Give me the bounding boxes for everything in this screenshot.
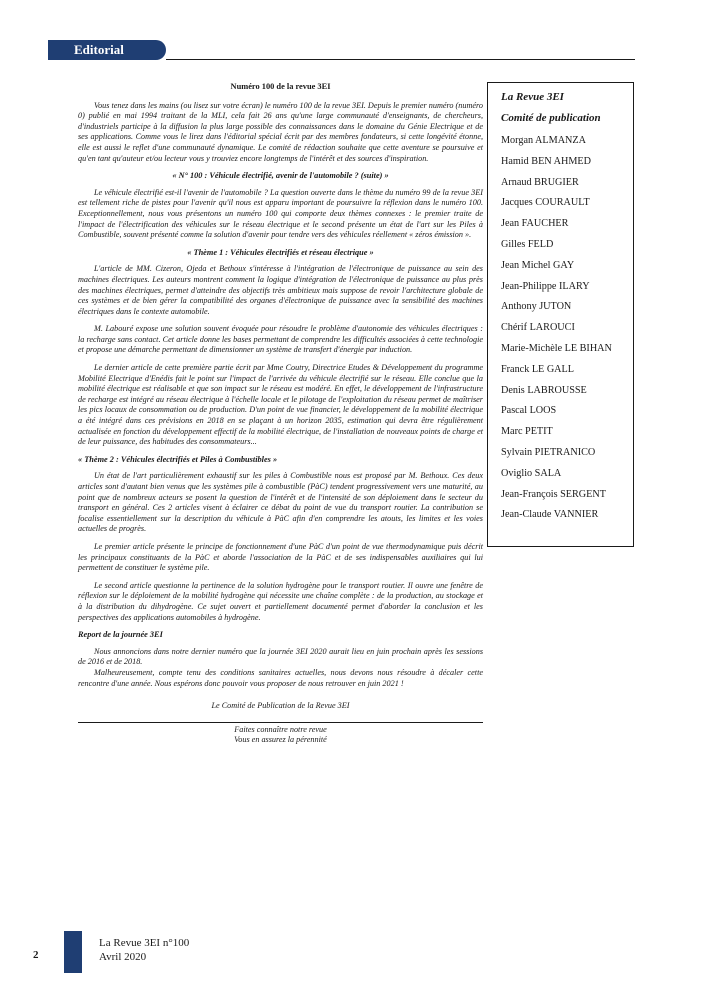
section-1-paragraph-1: Le véhicule électrifié est-il l'avenir de l'automobile ? La question ouverte dans le thème du numéro 99 de la revue 3EI est tellement riche de pistes pour l'avenir qu'il nous est apparu important de poursuivre la réflexion dans le numéro 100. Exceptionnellement, nous vous présentons un numéro 100 qui comporte deux thèmes connexes : le premier traite de l'impact de l'électrification des véhicules sur le réseau électrique et le second présente un état de l'art sur les Piles à Combustible, souvent présenté comme la solution d'avenir pour tendre vers des véhicules réellement « zéros émission ». <box>78 187 483 240</box>
section-heading-1: « N° 100 : Véhicule électrifié, avenir de l'automobile ? (suite) » <box>172 171 389 181</box>
committee-member: Jacques COURAULT <box>501 197 590 209</box>
section-3-paragraph-2: Le premier article présente le principe de fonctionnement d'une PàC d'un point de vue thermodynamique puis décrit les principaux constituants de la PàC et aborde l'association de la PàC et de ses indispensables auxiliaires qui lui permettent de constituer le système pile. <box>78 541 483 573</box>
sidebar-title: La Revue 3EI <box>501 91 564 103</box>
committee-member: Jean Michel GAY <box>501 259 575 271</box>
page-number: 2 <box>33 949 39 961</box>
section-2-paragraph-3: Le dernier article de cette première partie écrit par Mme Coutry, Directrice Etudes & Développement du programme Mobilité Electrique d'Enédis fait le point sur l'impact de l'arrivée du véhicule électrifié sur le réseau. Elle conclue que la mobilité électrique est réalisable et que son impact sur le réseau est modéré. En effet, le développement de l'infrastructure de recharge est intégré au réseau électrique à l'échelle locale et le pilotage de l'exploitation du réseau permet de maîtriser les pics locaux de consommation ou de production. D'un point de vue financier, le développement de la mobilité électrique a été intégré dans ces prévisions en 2018 en se plaçant à un horizon 2035, estimation qui devra être régulièrement actualisée en fonction du développement effectif de la mobilité électrique, de l'installation de nouveaux points de charge et de leur puissance, des habitudes des consommateurs... <box>78 363 483 447</box>
footer-note-line-2: Vous en assurez la pérennité <box>234 734 327 744</box>
section-2-paragraph-1: L'article de MM. Cizeron, Ojeda et Bethoux s'intéresse à l'intégration de l'électronique de puissance au sein des machines électriques. Les auteurs montrent comment la logique d'intégration de l'électronique de puissance au plus près des machines électriques, permet d'atteindre des objectifs très ambitieux mais suppose de revoir l'architecture globale de ces systèmes et de bien gérer la compatibilité des organes d'électronique de puissance avec la sensibilité des machines électriques dans le contexte automobile. <box>78 264 483 316</box>
issue-date: Avril 2020 <box>99 951 147 963</box>
publication-committee-box <box>487 82 634 547</box>
committee-member: Marie-Michèle LE BIHAN <box>501 342 612 354</box>
footer-rule <box>78 722 483 723</box>
footer-journal-info <box>99 936 189 964</box>
committee-member: Marc PETIT <box>501 426 553 438</box>
committee-member: Jean-Claude VANNIER <box>501 509 599 521</box>
committee-member: Chérif LAROUCI <box>501 322 575 334</box>
committee-member: Hamid BEN AHMED <box>501 155 591 167</box>
section-3-paragraph-1: Un état de l'art particulièrement exhaustif sur les piles à Combustible nous est proposé par M. Bethoux. Ces deux articles sont d'autant bien venus que les systèmes pile à combustible (PàC) tendent progressivement vers une maturité, au point que de nombreux acteurs se posent la question de l'intérêt et de l'intensité de son déploiement dans le secteur du transport en général. Ces 2 articles visent à éclairer ce débat du point de vue du transport routier. La contribution se focalise essentiellement sur la description du véhicule à PàC afin d'en comprendre les atouts, les limites et les voies actuelles de progrès. <box>78 471 483 534</box>
intro-paragraph: Vous tenez dans les mains (ou lisez sur votre écran) le numéro 100 de la revue 3EI. Depuis le premier numéro (numéro 0) publié en mai 1994 traitant de la MLI, cela fait 26 ans qu'une large communauté d'enseignants, de chercheurs, d'industriels participe à la diffusion la plus large possible des connaissances dans le domaine du Génie Electrique et de ses applications. Comme vous le lirez dans l'éditorial spécial écrit par des membres fondateurs, si cette longévité étonne, elle est aussi le reflet d'une communauté dynamique. Le comité de rédaction souhaite que cette aventure se poursuive et qu'en tant qu'auteur et/ou lecteur vous y trouviez encore longtemps de l'intérêt et des sources d'inspiration. <box>78 100 483 163</box>
committee-member: Jean FAUCHER <box>501 218 569 230</box>
committee-member: Jean-Philippe ILARY <box>501 280 590 292</box>
editorial-article <box>78 82 483 745</box>
footer-accent-bar <box>64 931 82 973</box>
committee-member: Sylvain PIETRANICO <box>501 446 596 458</box>
signature: Le Comité de Publication de la Revue 3EI <box>211 701 350 711</box>
committee-member: Anthony JUTON <box>501 301 572 313</box>
section-4-paragraph-1: Nous annoncions dans notre dernier numéro que la journée 3EI 2020 aurait lieu en juin prochain après les sessions de 2016 et de 2018. <box>78 646 483 667</box>
header-rule <box>166 59 635 60</box>
section-4-paragraph-2: Malheureusement, compte tenu des conditions sanitaires actuelles, nous devons nous résoudre à décaler cette rencontre d'une année. Nous espérons donc pouvoir vous proposer de nous retrouver en juin 2021 ! <box>78 667 483 688</box>
committee-member: Oviglio SALA <box>501 467 562 479</box>
committee-member: Denis LABROUSSE <box>501 384 587 396</box>
committee-member: Jean-François SERGENT <box>501 488 606 500</box>
section-3-paragraph-3: Le second article questionne la pertinence de la solution hydrogène pour le transport routier. Il ouvre une fenêtre de réflexion sur le déploiement de la mobilité hydrogène qui nécessite une chaîne complète : de la production, au stockage et à la distribution du dihydrogène. Ce sujet ouvert et partiellement documenté permet d'aborder la conclusion et les perspectives des applications automobiles à hydrogène. <box>78 580 483 622</box>
committee-member: Morgan ALMANZA <box>501 135 586 146</box>
committee-member: Pascal LOOS <box>501 405 557 417</box>
section-heading-2: « Thème 1 : Véhicules électrifiés et réseau électrique » <box>187 247 374 257</box>
committee-member: Franck LE GALL <box>501 363 574 375</box>
committee-member: Arnaud BRUGIER <box>501 176 579 188</box>
section-2-paragraph-2: M. Labouré expose une solution souvent évoquée pour résoudre le problème d'autonomie des véhicules électriques : la recharge sans contact. Cet article donne les bases permettant de comprendre les difficultés associées à cette technologie et propose une démarche permettant de dimensionner un système de transfert d'énergie par induction. <box>78 324 483 355</box>
committee-list <box>501 131 633 526</box>
footer-note-line-1: Faites connaître notre revue <box>234 724 327 734</box>
section-heading-3: « Thème 2 : Véhicules électrifiés et Piles à Combustibles » <box>78 454 278 464</box>
journal-name: La Revue 3EI n°100 <box>99 937 190 949</box>
section-tab: Editorial <box>48 40 166 60</box>
sidebar-subtitle: Comité de publication <box>501 112 601 124</box>
article-title: Numéro 100 de la revue 3EI <box>230 82 331 91</box>
section-heading-4: Report de la journée 3EI <box>78 630 163 640</box>
committee-member: Gilles FELD <box>501 238 554 250</box>
